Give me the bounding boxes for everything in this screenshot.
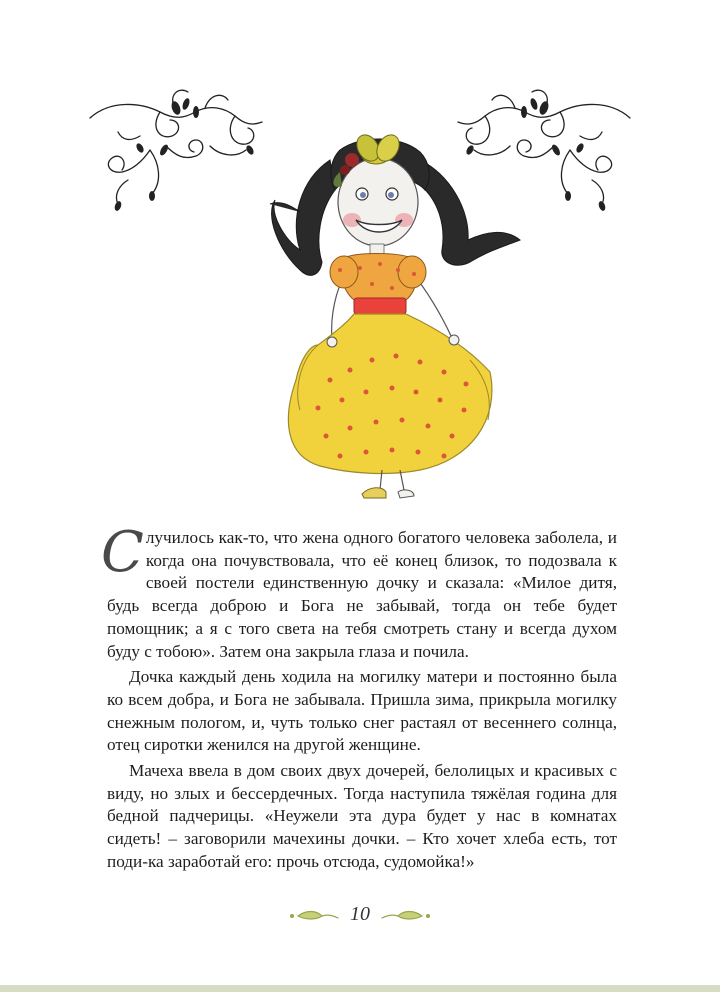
page-number: 10 xyxy=(350,903,370,925)
drop-cap: С xyxy=(101,520,144,585)
girl-figure xyxy=(270,131,520,498)
paragraph-2: Дочка каждый день ходила на могилку матери и постоянно была ко всем добра, и Бога не забывала. Пришла зима, прикрыла могилку снежным пологом, и, чуть только снег растаял от весеннего солнца, отец сиротки женился на другой женщине. xyxy=(107,667,617,755)
paragraph-1-text: лучилось как-то, что жена одного богатого человека заболела, и когда она почувствовала, что её конец близок, то подозвала к своей постели единственную дочку и сказала: «Милое дитя, будь всегда доброю и Бога не забывай, тогда он тебе будет помощник; а я с того света на тебя смотреть стану и всегда духом буду с тобою». Затем она закрыла глаза и почила. xyxy=(107,528,617,661)
sash xyxy=(354,298,406,314)
paragraph-3: Мачеха ввела в дом своих двух дочерей, белолицых и красивых с виду, но злых и бессердечных. Тогда наступила тяжёлая година для бедной падчерицы. «Неужели эта дура будет у нас в комнатах сидеть! – заговорили мачехины дочки. – Кто хочет хлеба есть, тот поди-ка заработай его: прочь отсюда, судомойка!» xyxy=(107,761,617,871)
face xyxy=(338,158,418,246)
shoe-icon xyxy=(362,488,386,498)
page-edge xyxy=(0,985,720,992)
story-text xyxy=(101,520,617,877)
paragraph-1 xyxy=(101,520,617,663)
